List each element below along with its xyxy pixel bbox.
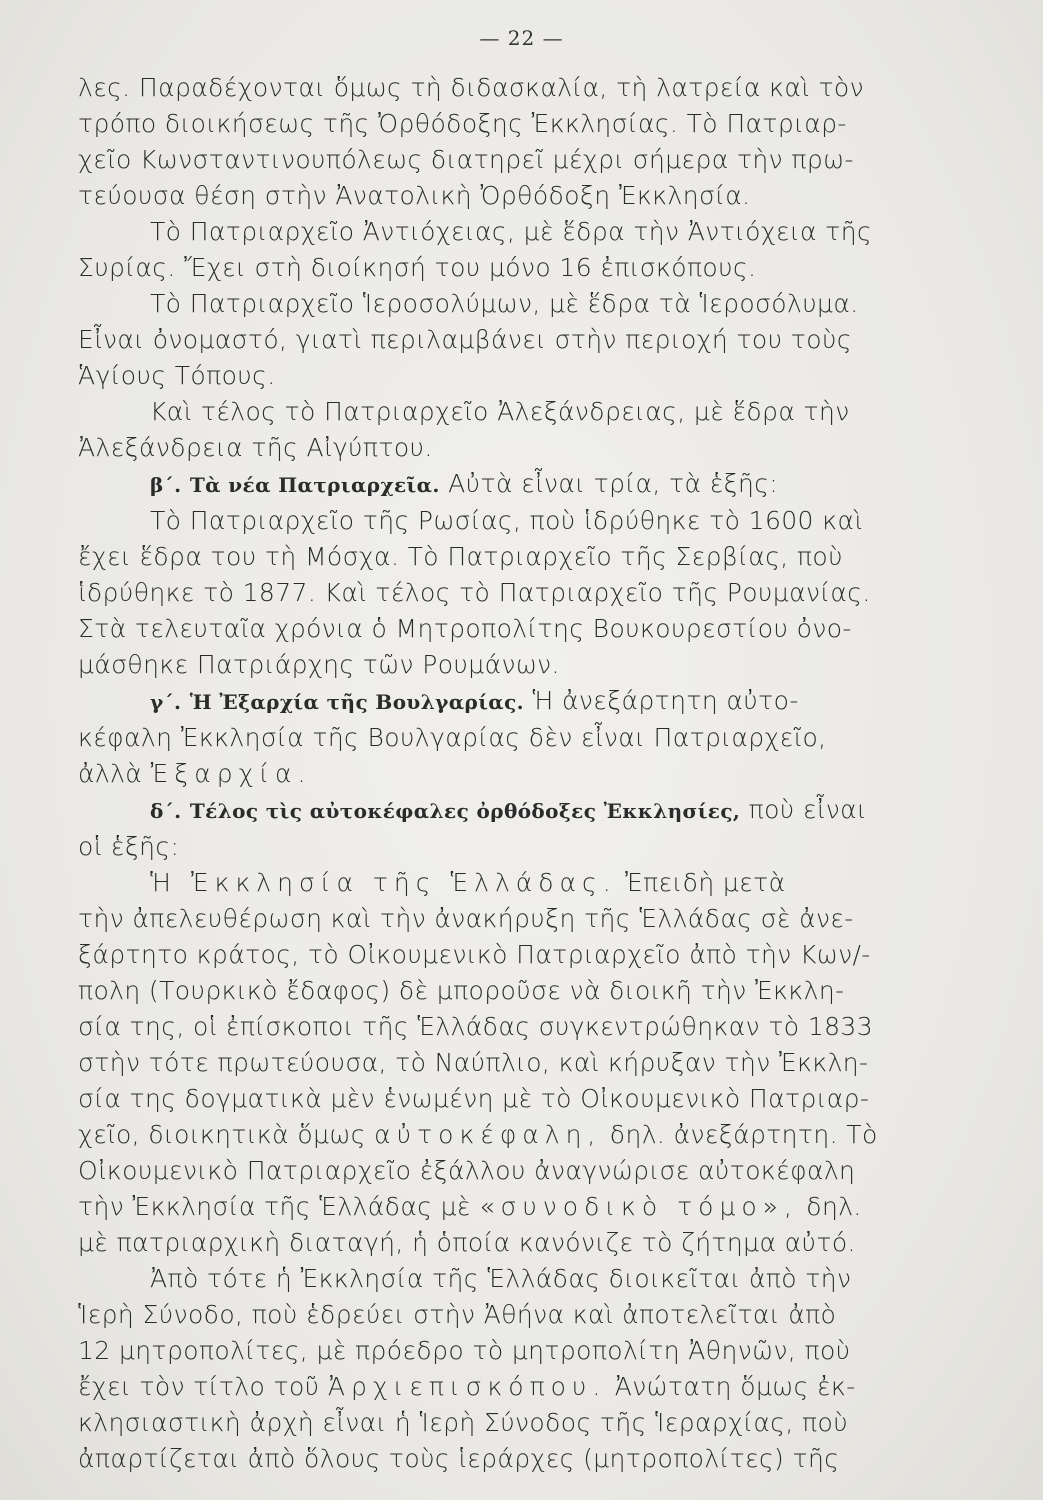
page-number: — 22 — xyxy=(479,26,564,50)
text-line: στὴν τότε πρωτεύουσα, τὸ Ναύπλιο, καὶ κήρυξαν τὴν Ἐκκλη- xyxy=(78,1048,869,1077)
spaced-term: Ἐξαρχία. xyxy=(150,759,312,788)
spaced-term: Ἡ Ἐκκλησία τῆς Ἑλλάδας. xyxy=(150,868,617,897)
text-line: ἱδρύθηκε τὸ 1877. Καὶ τέλος τὸ Πατριαρχεῖο τῆς Ρουμανίας. xyxy=(78,578,871,607)
text-line: τεύουσα θέση στὴν Ἀνατολικὴ Ὀρθόδοξη Ἐκκλησία. xyxy=(78,181,751,210)
text-line: ἀπαρτίζεται ἀπὸ ὅλους τοὺς ἱεράρχες (μητροπολίτες) τῆς xyxy=(78,1444,840,1473)
text-fragment: ἀλλὰ xyxy=(78,759,143,788)
text-line: 12 μητροπολίτες, μὲ πρόεδρο τὸ μητροπολίτη Ἀθηνῶν, ποὺ xyxy=(78,1336,851,1365)
text-line: σία της δογματικὰ μὲν ἑνωμένη μὲ τὸ Οἰκουμενικὸ Πατριαρ- xyxy=(78,1084,870,1113)
text-fragment: Ἐπειδὴ μετὰ xyxy=(625,868,786,897)
text-fragment: Ἀνώτατη ὅμως ἐκ- xyxy=(614,1372,856,1401)
text-line: Στὰ τελευταῖα χρόνια ὁ Μητροπολίτης Βουκουρεστίου ὀνο- xyxy=(78,614,852,643)
text-line xyxy=(78,1189,963,1225)
section-b-marker: β΄. xyxy=(150,473,182,497)
text-fragment: δηλ. ἀνεξάρτητη. Τὸ xyxy=(609,1120,878,1149)
section-b-title: Τὰ νέα Πατριαρχεῖα. xyxy=(189,473,440,497)
text-line: Τὸ Πατριαρχεῖο τῆς Ρωσίας, ποὺ ἱδρύθηκε τὸ 1600 καὶ xyxy=(150,506,864,535)
text-fragment: ἔχει τὸν τίτλο τοῦ xyxy=(78,1372,320,1401)
text-line: μάσθηκε Πατριάρχης τῶν Ρουμάνων. xyxy=(78,650,560,679)
text-line xyxy=(78,865,963,901)
text-line: Τὸ Πατριαρχεῖο Ἱεροσολύμων, μὲ ἕδρα τὰ Ἱεροσόλυμα. xyxy=(150,289,859,318)
section-c-marker: γ΄. xyxy=(150,690,182,714)
section-d-marker: δ΄. xyxy=(150,799,182,823)
text-line: Αὐτὰ εἶναι τρία, τὰ ἑξῆς: xyxy=(448,469,779,498)
text-line: Ἱερὴ Σύνοδο, ποὺ ἑδρεύει στὴν Ἀθήνα καὶ ἀποτελεῖται ἀπὸ xyxy=(78,1300,837,1329)
body-text xyxy=(78,70,963,1477)
text-fragment: ποὺ εἶναι xyxy=(748,795,868,824)
text-line: μὲ πατριαρχικὴ διαταγή, ἡ ὁποία κανόνιζε τὸ ζήτημα αὐτό. xyxy=(78,1228,856,1257)
text-line: Ἁγίους Τόπους. xyxy=(78,361,276,390)
text-line: κλησιαστικὴ ἀρχὴ εἶναι ἡ Ἱερὴ Σύνοδος τῆς Ἱεραρχίας, ποὺ xyxy=(78,1408,849,1437)
text-line xyxy=(78,756,963,792)
text-line: Συρίας. Ἔχει στὴ διοίκησή του μόνο 16 ἐπισκόπους. xyxy=(78,253,757,282)
section-c-title: Ἡ Ἐξαρχία τῆς Βουλγαρίας. xyxy=(189,690,525,714)
text-line xyxy=(78,1117,963,1153)
spaced-term: Ἀρχιεπισκόπου. xyxy=(327,1372,607,1401)
text-line: Οἰκουμενικὸ Πατριαρχεῖο ἐξάλλου ἀναγνώρισε αὐτοκέφαλη xyxy=(78,1156,856,1185)
text-line: σία της, οἱ ἐπίσκοποι τῆς Ἑλλάδας συγκεντρώθηκαν τὸ 1833 xyxy=(78,1012,874,1041)
text-line: τὴν ἀπελευθέρωση καὶ τὴν ἀνακήρυξη τῆς Ἑλλάδας σὲ ἀνε- xyxy=(78,904,854,933)
text-line: Ἀπὸ τότε ἡ Ἐκκλησία τῆς Ἑλλάδας διοικεῖται ἀπὸ τὴν xyxy=(150,1264,852,1293)
spaced-term: αὐτοκέφαλη, xyxy=(374,1120,602,1149)
text-line: Τὸ Πατριαρχεῖο Ἀντιόχειας, μὲ ἕδρα τὴν Ἀντιόχεια τῆς xyxy=(150,217,873,246)
text-line: λες. Παραδέχονται ὅμως τὴ διδασκαλία, τὴ λατρεία καὶ τὸν xyxy=(78,73,864,102)
text-line: Ἀλεξάνδρεια τῆς Αἰγύπτου. xyxy=(78,433,433,462)
text-fragment: δηλ. xyxy=(806,1192,862,1221)
text-line: Καὶ τέλος τὸ Πατριαρχεῖο Ἀλεξάνδρειας, μὲ ἕδρα τὴν xyxy=(150,397,850,426)
text-fragment: τὴν Ἐκκλησία τῆς Ἑλλάδας μὲ xyxy=(78,1192,471,1221)
section-d-title: Τέλος τὶς αὐτοκέφαλες ὀρθόδοξες Ἐκκλησίες, xyxy=(189,799,741,823)
text-line: πολη (Τουρκικὸ ἔδαφος) δὲ μποροῦσε νὰ διοικῆ τὴν Ἐκκλη- xyxy=(78,976,845,1005)
text-line: κέφαλη Ἐκκλησία τῆς Βουλγαρίας δὲν εἶναι Πατριαρχεῖο, xyxy=(78,723,827,752)
text-line: Εἶναι ὀνομαστό, γιατὶ περιλαμβάνει στὴν περιοχή του τοὺς xyxy=(78,325,852,354)
section-c-heading-line xyxy=(78,683,963,720)
text-fragment: χεῖο, διοικητικὰ ὅμως xyxy=(78,1120,366,1149)
text-line: τρόπο διοικήσεως τῆς Ὀρθόδοξης Ἐκκλησίας. Τὸ Πατριαρ- xyxy=(78,109,847,138)
text-line xyxy=(78,1369,963,1405)
text-line: χεῖο Κωνσταντινουπόλεως διατηρεῖ μέχρι σήμερα τὴν πρω- xyxy=(78,145,854,174)
spaced-term: «συνοδικὸ τόμο», xyxy=(479,1192,798,1221)
text-line: Ἡ ἀνεξάρτητη αὐτο- xyxy=(532,686,799,715)
text-line: ἔχει ἕδρα του τὴ Μόσχα. Τὸ Πατριαρχεῖο τῆς Σερβίας, ποὺ xyxy=(78,542,843,571)
text-line: οἱ ἑξῆς: xyxy=(78,832,180,861)
section-d-heading-line xyxy=(78,792,963,829)
section-b-heading-line xyxy=(78,466,963,503)
text-line: ξάρτητο κράτος, τὸ Οἰκουμενικὸ Πατριαρχεῖο ἀπὸ τὴν Κων/- xyxy=(78,940,871,969)
